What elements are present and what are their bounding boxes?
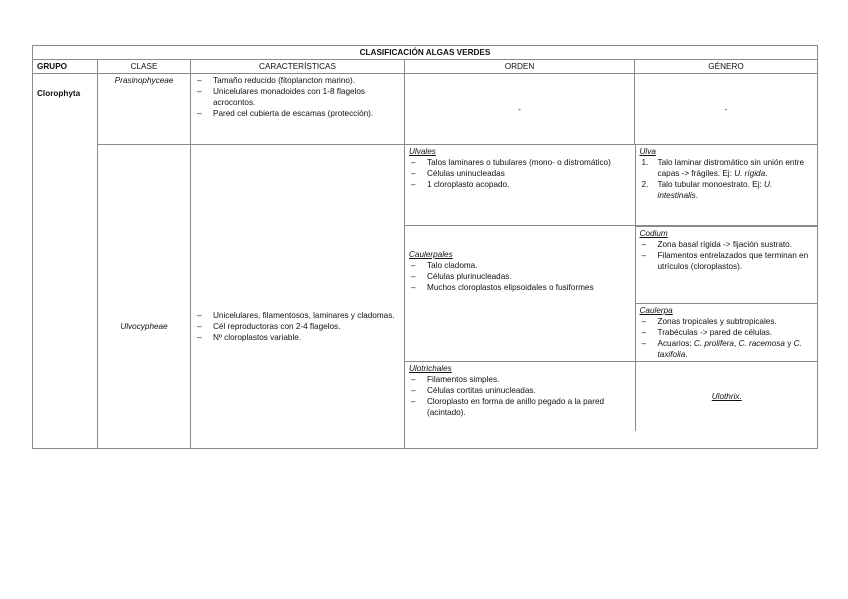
algae-classification-table xyxy=(32,45,818,449)
list-item: – Trabéculas -> pared de células. xyxy=(640,327,815,338)
list-item: – Células uninucleadas xyxy=(409,168,631,179)
list-item: – Cloroplasto en forma de anillo pegado a la pared (acintado). xyxy=(409,396,631,418)
list-item: – Cél reproductoras con 2-4 flagelos. xyxy=(195,321,400,332)
order-ulotrichales xyxy=(405,361,635,431)
genus-name: Codium xyxy=(639,228,668,238)
list-item: 2. Talo tubular monoestrato. Ej: U. intestinalis. xyxy=(641,180,773,201)
list-item: 1. Talo laminar distromático sin unión entre capas -> frágiles. Ej: U. rígida. xyxy=(641,158,805,179)
prasino-genero: - xyxy=(635,74,818,145)
group-name: Clorophyta xyxy=(33,74,98,449)
genera-subtable xyxy=(636,226,819,361)
genus-ulva xyxy=(635,145,818,225)
order-name: Ulvales xyxy=(409,147,436,157)
table-title: CLASIFICACIÓN ALGAS VERDES xyxy=(33,46,818,60)
header-orden: ORDEN xyxy=(405,60,635,74)
order-ulvales xyxy=(405,145,635,225)
list-item: – Zonas tropicales y subtropicales. xyxy=(640,316,815,327)
ulvo-characteristics xyxy=(191,145,405,449)
header-caracteristicas: CARACTERÍSTICAS xyxy=(191,60,405,74)
orders-and-genera xyxy=(405,145,818,449)
header-genero: GÉNERO xyxy=(635,60,818,74)
list-item: – Muchos cloroplastos elipsoidales o fusiformes xyxy=(409,282,631,293)
list-item: – Talos laminares o tubulares (mono- o distromático) xyxy=(409,157,631,168)
list-item: – 1 cloroplasto acopado. xyxy=(409,179,631,190)
table-row xyxy=(33,145,818,449)
order-caulerpales xyxy=(405,225,635,361)
list-item: – Filamentos entrelazados que terminan en utrículos (cloroplastos). xyxy=(640,250,815,272)
list-item: – Zona basal rígida -> fijación sustrato. xyxy=(640,239,815,250)
list-item: – Filamentos simples. xyxy=(409,374,631,385)
genus-ulothrix: Ulothrix. xyxy=(635,361,818,431)
genus-caulerpa xyxy=(636,303,819,361)
class-ulvocypheae: Ulvocypheae xyxy=(98,145,191,449)
order-name: Caulerpales xyxy=(409,250,453,260)
list-item: – Tamaño reducido (fitoplancton marino). xyxy=(195,75,400,86)
list-item: – Unicelulares, filamentosos, laminares y cladomas. xyxy=(195,310,400,321)
header-grupo: GRUPO xyxy=(33,60,98,74)
list-item: – Talo cladoma. xyxy=(409,260,631,271)
genus-codium xyxy=(636,226,819,303)
prasino-orden: - xyxy=(405,74,635,145)
genus-name: Ulva xyxy=(639,147,656,157)
prasino-characteristics xyxy=(191,74,405,145)
genus-name: Caulerpa xyxy=(639,305,673,315)
order-name: Ulotrichales xyxy=(409,363,452,373)
header-clase: CLASE xyxy=(98,60,191,74)
list-item: – Acuarios: C. prolifera, C. racemosa y C. taxifolia. xyxy=(640,338,815,360)
caulerpales-genera xyxy=(635,225,818,361)
list-item: – Nº cloroplastos variable. xyxy=(195,332,400,343)
list-item: – Células cortitas uninucleadas. xyxy=(409,385,631,396)
table-row xyxy=(33,74,818,145)
list-item: – Células plurinucleadas. xyxy=(409,271,631,282)
class-prasinophyceae: Prasinophyceae xyxy=(98,74,191,145)
list-item: – Pared cel cubierta de escamas (protección). xyxy=(195,108,400,119)
list-item: – Unicelulares monadoides con 1-8 flagelos acrocontos. xyxy=(195,86,400,108)
orders-subtable xyxy=(405,145,818,431)
